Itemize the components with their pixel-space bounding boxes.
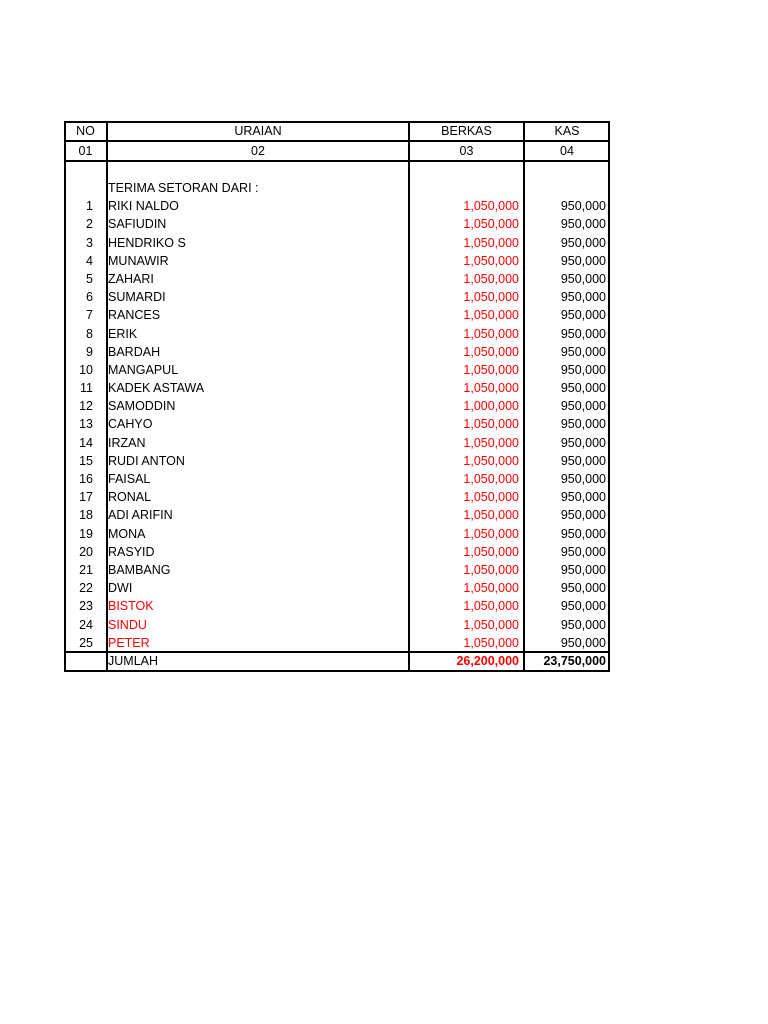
row-berkas[interactable]: 1,050,000 (463, 362, 519, 377)
subheader-uraian[interactable]: 02 (251, 144, 265, 158)
table-row (64, 470, 610, 488)
row-kas[interactable]: 950,000 (560, 635, 606, 650)
total-row (64, 652, 610, 671)
row-berkas[interactable]: 1,050,000 (463, 562, 519, 577)
row-no[interactable]: 23 (79, 599, 93, 614)
row-name[interactable]: BARDAH (108, 344, 161, 359)
border-bottom (64, 670, 610, 672)
row-name[interactable]: SINDU (108, 617, 147, 632)
row-no[interactable]: 21 (79, 562, 93, 577)
row-no[interactable]: 10 (79, 362, 93, 377)
row-kas[interactable]: 950,000 (560, 217, 606, 232)
table-row (64, 234, 610, 252)
border-uraian-berkas (408, 121, 410, 672)
table-row (64, 434, 610, 452)
table-row (64, 397, 610, 415)
header-kas[interactable]: KAS (554, 124, 580, 138)
table-row (64, 252, 610, 270)
row-no[interactable]: 1 (86, 199, 93, 214)
row-no[interactable]: 22 (79, 581, 93, 596)
row-name[interactable]: RUDI ANTON (108, 453, 185, 468)
subheader-berkas[interactable]: 03 (459, 144, 474, 158)
table-row (64, 288, 610, 306)
row-no[interactable]: 8 (86, 326, 93, 341)
row-kas[interactable]: 950,000 (560, 417, 606, 432)
section-label[interactable]: TERIMA SETORAN DARI : (108, 181, 259, 195)
row-berkas[interactable]: 1,050,000 (463, 290, 519, 305)
row-berkas[interactable]: 1,050,000 (463, 253, 519, 268)
row-berkas[interactable]: 1,050,000 (463, 544, 519, 559)
row-name[interactable]: ZAHARI (108, 271, 154, 286)
table-row (64, 306, 610, 324)
table-row (64, 488, 610, 506)
total-kas[interactable]: 23,750,000 (543, 653, 606, 668)
row-berkas[interactable]: 1,050,000 (463, 635, 519, 650)
row-name[interactable]: PETER (108, 635, 150, 650)
subheader-kas[interactable]: 04 (560, 144, 574, 158)
row-name[interactable]: CAHYO (108, 417, 153, 432)
border-top (64, 121, 610, 123)
table-row (64, 561, 610, 579)
row-berkas[interactable]: 1,050,000 (463, 490, 519, 505)
table-row (64, 343, 610, 361)
row-kas[interactable]: 950,000 (560, 544, 606, 559)
row-name[interactable]: SAMODDIN (108, 399, 176, 414)
row-berkas[interactable]: 1,050,000 (463, 435, 519, 450)
row-name[interactable]: ERIK (108, 326, 138, 341)
table-row (64, 379, 610, 397)
border-left (64, 121, 66, 672)
table-row (64, 506, 610, 524)
row-kas[interactable]: 950,000 (560, 381, 606, 396)
row-name[interactable]: RANCES (108, 308, 161, 323)
row-kas[interactable]: 950,000 (560, 508, 606, 523)
row-no[interactable]: 7 (86, 308, 93, 323)
row-name[interactable]: FAISAL (108, 472, 151, 486)
subheader-no[interactable]: 01 (78, 144, 93, 158)
row-no[interactable]: 3 (86, 235, 93, 250)
row-no[interactable]: 5 (86, 271, 93, 286)
row-berkas[interactable]: 1,050,000 (463, 526, 519, 541)
row-name[interactable]: RASYID (108, 544, 155, 559)
row-kas[interactable]: 950,000 (560, 453, 606, 468)
row-name[interactable]: HENDRIKO S (108, 235, 186, 250)
row-berkas[interactable]: 1,050,000 (463, 381, 519, 396)
row-berkas[interactable]: 1,050,000 (463, 417, 519, 432)
total-berkas[interactable]: 26,200,000 (456, 653, 519, 668)
row-no[interactable]: 13 (79, 417, 93, 432)
row-name[interactable]: ADI ARIFIN (108, 508, 173, 523)
row-no[interactable]: 6 (86, 290, 93, 305)
row-kas[interactable]: 950,000 (560, 399, 606, 414)
row-berkas[interactable]: 1,050,000 (463, 235, 519, 250)
row-name[interactable]: IRZAN (108, 435, 146, 450)
data-rows (64, 197, 610, 652)
table-row (64, 579, 610, 597)
border-header-bottom (64, 140, 610, 142)
row-no[interactable]: 17 (79, 490, 93, 505)
table-row (64, 197, 610, 215)
table-row (64, 634, 610, 652)
row-no[interactable]: 19 (79, 526, 93, 541)
row-berkas[interactable]: 1,050,000 (463, 217, 519, 232)
row-berkas[interactable]: 1,050,000 (463, 271, 519, 286)
row-name[interactable]: RIKI NALDO (108, 199, 179, 214)
row-no[interactable]: 16 (79, 472, 93, 486)
table-row (64, 325, 610, 343)
row-kas[interactable]: 950,000 (560, 326, 606, 341)
row-no[interactable]: 24 (79, 617, 93, 632)
subheader-row (64, 141, 610, 161)
header-row (64, 121, 610, 141)
row-kas[interactable]: 950,000 (560, 599, 606, 614)
row-name[interactable]: KADEK ASTAWA (108, 381, 205, 396)
row-no[interactable]: 11 (80, 381, 93, 396)
row-berkas[interactable]: 1,050,000 (463, 344, 519, 359)
table-row (64, 543, 610, 561)
row-name[interactable]: BISTOK (108, 599, 154, 614)
table-row (64, 215, 610, 233)
header-no[interactable]: NO (76, 124, 95, 138)
row-kas[interactable]: 950,000 (560, 490, 606, 505)
row-berkas[interactable]: 1,050,000 (463, 199, 519, 214)
row-kas[interactable]: 950,000 (560, 435, 606, 450)
row-name[interactable]: MUNAWIR (108, 253, 169, 268)
row-kas[interactable]: 950,000 (560, 308, 606, 323)
row-berkas[interactable]: 1,050,000 (463, 599, 519, 614)
border-no-uraian (106, 121, 108, 672)
row-no[interactable]: 18 (79, 508, 93, 523)
row-kas[interactable]: 950,000 (560, 235, 606, 250)
row-no[interactable]: 20 (79, 544, 93, 559)
row-kas[interactable]: 950,000 (560, 253, 606, 268)
table-row (64, 616, 610, 634)
row-berkas[interactable]: 1,050,000 (463, 508, 519, 523)
row-name[interactable]: SUMARDI (108, 290, 166, 305)
row-kas[interactable]: 950,000 (560, 472, 606, 486)
row-name[interactable]: SAFIUDIN (108, 217, 167, 232)
row-kas[interactable]: 950,000 (560, 581, 606, 596)
row-berkas[interactable]: 1,000,000 (463, 399, 519, 414)
row-kas[interactable]: 950,000 (560, 344, 606, 359)
row-kas[interactable]: 950,000 (560, 562, 606, 577)
header-uraian[interactable]: URAIAN (234, 124, 282, 138)
row-kas[interactable]: 950,000 (560, 290, 606, 305)
row-kas[interactable]: 950,000 (560, 362, 606, 377)
table-row (64, 525, 610, 543)
row-name[interactable]: BAMBANG (108, 562, 171, 577)
row-berkas[interactable]: 1,050,000 (463, 308, 519, 323)
row-no[interactable]: 4 (86, 253, 93, 268)
row-name[interactable]: MONA (108, 526, 146, 541)
table-row (64, 415, 610, 433)
row-no[interactable]: 25 (79, 635, 93, 650)
row-name[interactable]: MANGAPUL (108, 362, 179, 377)
row-no[interactable]: 14 (79, 435, 93, 450)
row-name[interactable]: RONAL (108, 490, 152, 505)
spacer-row (64, 161, 610, 179)
table-row (64, 452, 610, 470)
border-berkas-kas (523, 121, 525, 672)
row-kas[interactable]: 950,000 (560, 526, 606, 541)
table-row (64, 270, 610, 288)
row-no[interactable]: 12 (79, 399, 93, 414)
header-berkas[interactable]: BERKAS (441, 124, 492, 138)
border-subheader-bottom (64, 160, 610, 162)
row-berkas[interactable]: 1,050,000 (463, 617, 519, 632)
total-label[interactable]: JUMLAH (108, 653, 159, 668)
row-name[interactable]: DWI (108, 581, 133, 596)
section-row (64, 179, 610, 197)
row-kas[interactable]: 950,000 (560, 199, 606, 214)
row-berkas[interactable]: 1,050,000 (463, 326, 519, 341)
table-row (64, 361, 610, 379)
table-row (64, 597, 610, 615)
border-right (608, 121, 610, 672)
row-berkas[interactable]: 1,050,000 (463, 581, 519, 596)
row-kas[interactable]: 950,000 (560, 271, 606, 286)
row-no[interactable]: 15 (79, 453, 93, 468)
row-no[interactable]: 2 (86, 217, 93, 232)
row-berkas[interactable]: 1,050,000 (463, 453, 519, 468)
row-no[interactable]: 9 (86, 344, 93, 359)
border-body-bottom (64, 651, 610, 653)
spreadsheet-table (64, 121, 610, 671)
row-kas[interactable]: 950,000 (560, 617, 606, 632)
row-berkas[interactable]: 1,050,000 (463, 472, 519, 486)
